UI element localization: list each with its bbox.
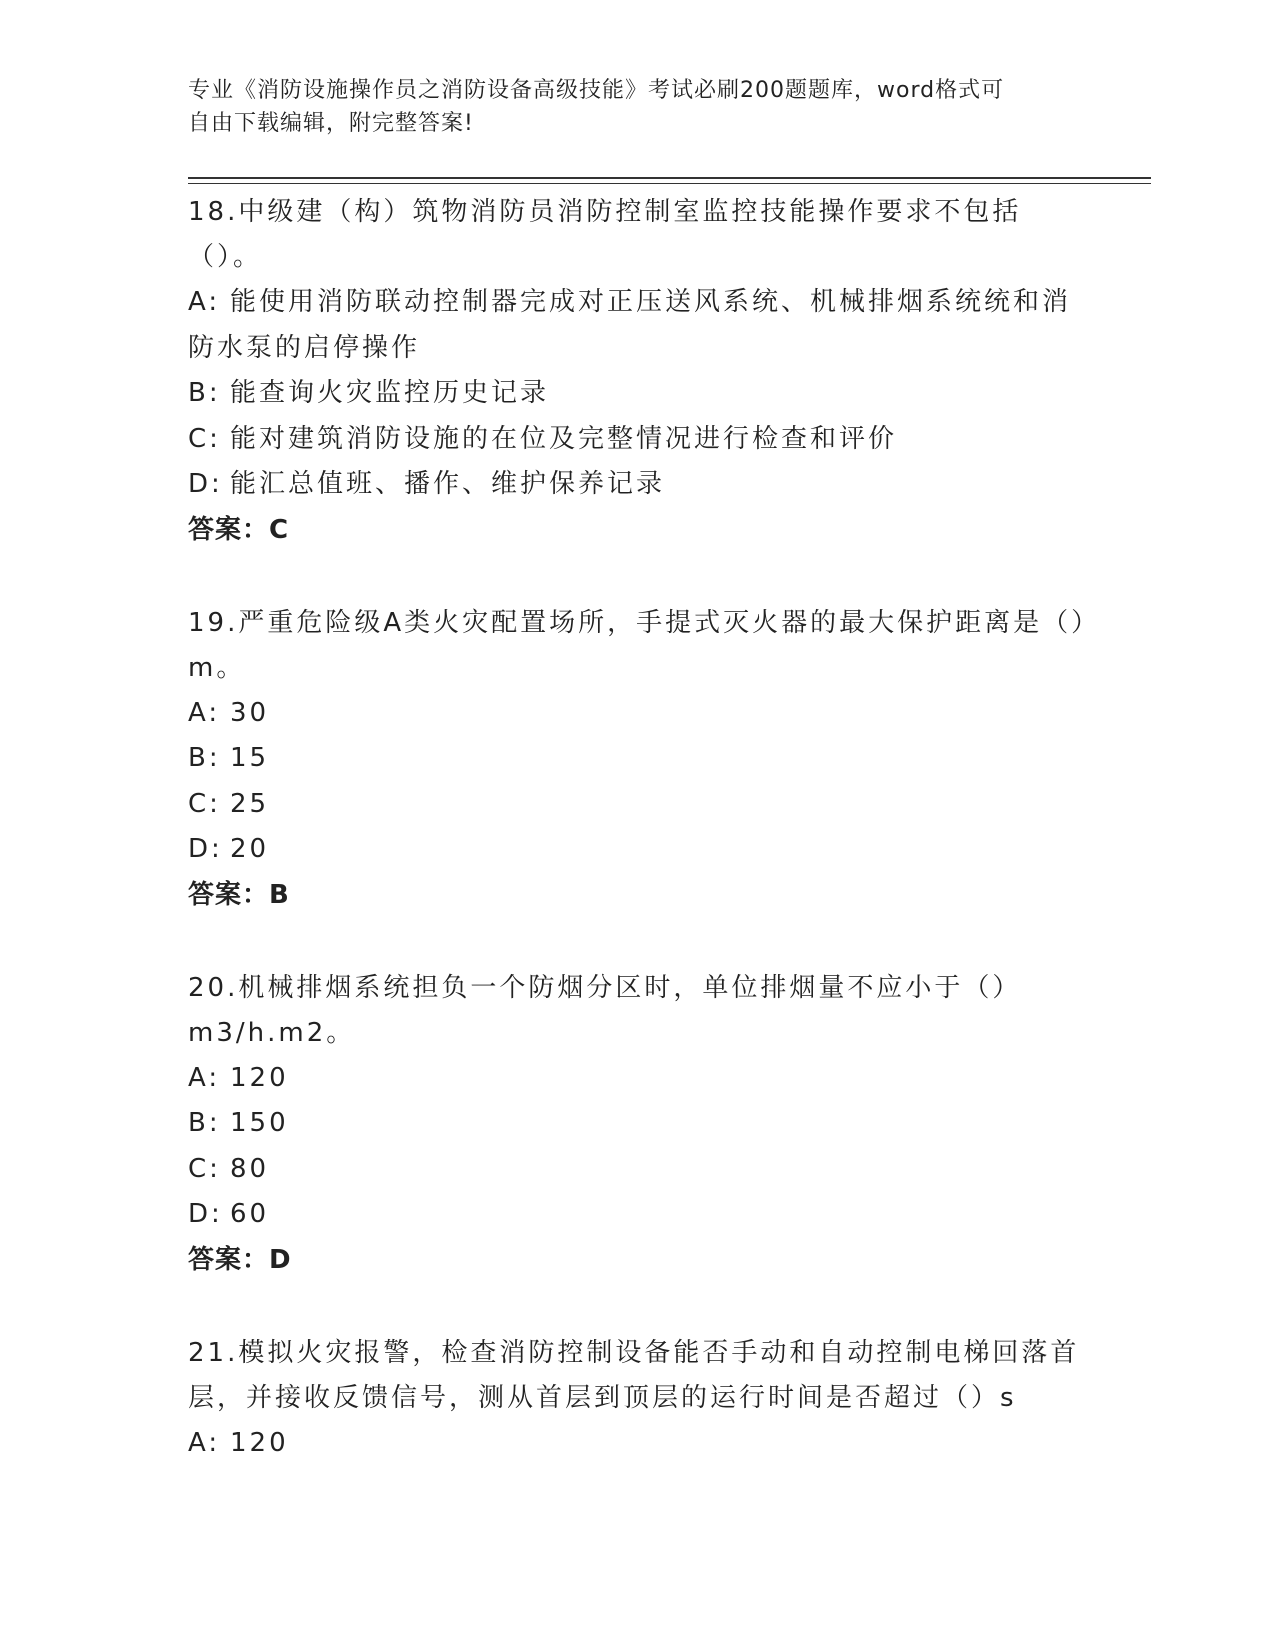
option-text: 能使用消防联动控制器完成对正压送风系统、机械排烟系统统和消防水泵的启停操作 bbox=[188, 287, 1072, 363]
option-text: 15 bbox=[230, 743, 270, 773]
option-a bbox=[188, 691, 1088, 737]
answer-label: 答案：D bbox=[188, 1244, 292, 1275]
question-stem: 18.中级建（构）筑物消防员消防控制室监控技能操作要求不包括（）。 bbox=[188, 197, 1022, 272]
header-line-1: 专业《消防设施操作员之消防设备高级技能》考试必刷200题题库，word格式可 bbox=[188, 78, 1005, 103]
option-a bbox=[188, 280, 1088, 371]
header-line-2: 自由下载编辑，附完整答案! bbox=[188, 111, 474, 136]
option-text: 能汇总值班、播作、维护保养记录 bbox=[230, 469, 666, 499]
question-21 bbox=[188, 1331, 1088, 1467]
option-label: B: bbox=[188, 1108, 221, 1138]
header-divider-thick bbox=[188, 177, 1151, 179]
option-label: B: bbox=[188, 743, 221, 773]
option-text: 120 bbox=[230, 1427, 289, 1458]
option-b bbox=[188, 736, 1088, 782]
question-20 bbox=[188, 966, 1088, 1283]
answer-label: 答案：B bbox=[188, 879, 290, 910]
option-label: D: bbox=[188, 834, 223, 864]
option-text: 80 bbox=[230, 1153, 270, 1184]
option-d bbox=[188, 462, 1088, 508]
option-label: D: bbox=[188, 1199, 223, 1229]
option-text: 25 bbox=[230, 788, 270, 819]
option-d bbox=[188, 1192, 1088, 1238]
option-b bbox=[188, 1101, 1088, 1147]
option-a bbox=[188, 1421, 1088, 1467]
document-header bbox=[188, 74, 1088, 140]
option-text: 20 bbox=[230, 834, 270, 864]
option-label: A: bbox=[188, 1062, 221, 1093]
question-stem: 19.严重危险级A类火灾配置场所，手提式灭火器的最大保护距离是（）m。 bbox=[188, 607, 1088, 683]
question-stem: 21.模拟火灾报警，检查消防控制设备能否手动和自动控制电梯回落首层，并接收反馈信号，测从首层到顶层的运行时间是否超过（）s bbox=[188, 1337, 1080, 1413]
option-label: C: bbox=[188, 423, 221, 454]
option-label: C: bbox=[188, 1153, 221, 1184]
option-c bbox=[188, 417, 1088, 463]
option-label: D: bbox=[188, 469, 223, 499]
question-18 bbox=[188, 190, 1088, 553]
option-b bbox=[188, 371, 1088, 417]
option-label: A: bbox=[188, 287, 221, 317]
option-text: 150 bbox=[230, 1108, 289, 1138]
answer-label: 答案：C bbox=[188, 514, 290, 545]
option-c bbox=[188, 1147, 1088, 1193]
option-label: C: bbox=[188, 788, 221, 819]
option-text: 能查询火灾监控历史记录 bbox=[230, 378, 550, 408]
option-c bbox=[188, 782, 1088, 828]
option-label: A: bbox=[188, 697, 221, 728]
option-text: 能对建筑消防设施的在位及完整情况进行检查和评价 bbox=[230, 423, 898, 454]
option-d bbox=[188, 827, 1088, 873]
header-divider-thin bbox=[188, 183, 1151, 184]
option-text: 30 bbox=[230, 697, 270, 728]
option-label: B: bbox=[188, 378, 221, 408]
question-list bbox=[188, 190, 1088, 1514]
option-label: A: bbox=[188, 1427, 221, 1458]
option-text: 60 bbox=[230, 1199, 270, 1229]
question-stem: 20.机械排烟系统担负一个防烟分区时，单位排烟量不应小于（）m3/h.m2。 bbox=[188, 972, 1022, 1048]
question-19 bbox=[188, 601, 1088, 918]
option-text: 120 bbox=[230, 1062, 289, 1093]
option-a bbox=[188, 1056, 1088, 1102]
